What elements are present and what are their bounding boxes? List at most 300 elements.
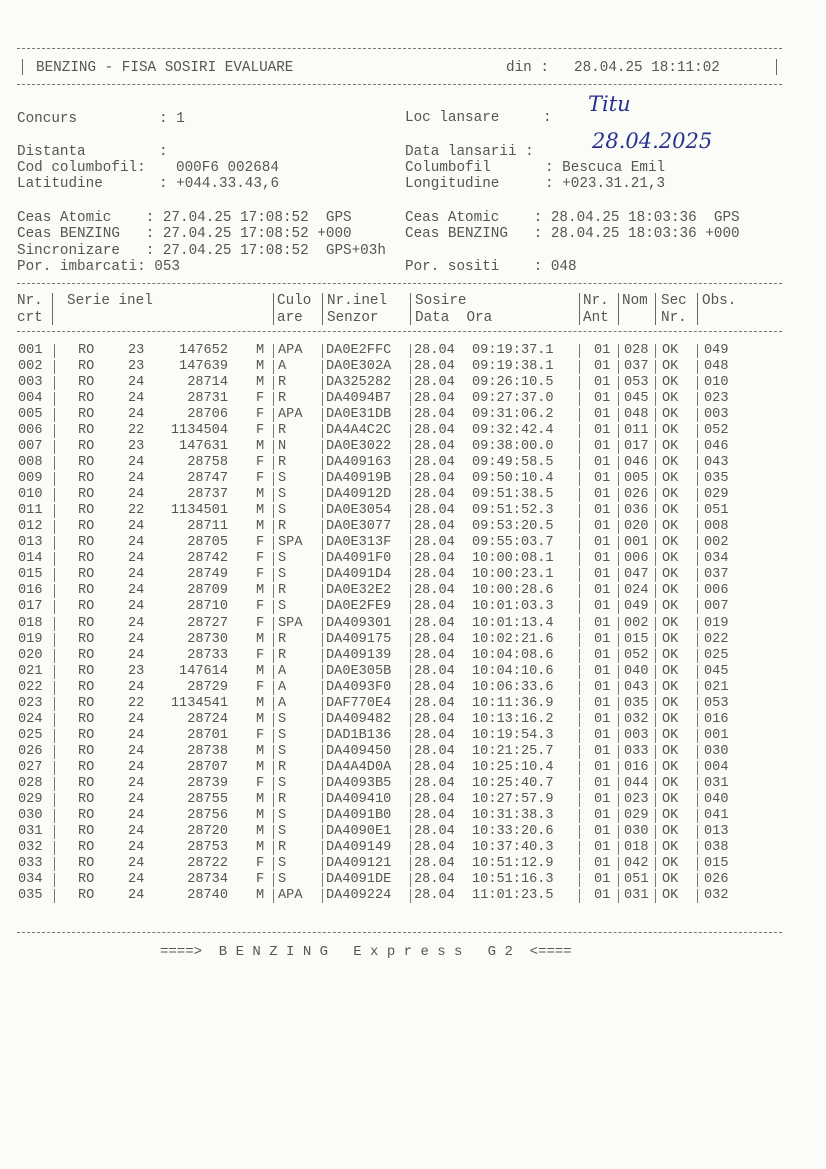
cell-nr: 027 bbox=[18, 759, 43, 775]
cell-data: 28.04 bbox=[414, 888, 455, 904]
cell-nom: 002 bbox=[624, 615, 649, 631]
cell-an: 24 bbox=[128, 807, 145, 823]
cell-ant: 01 bbox=[594, 759, 611, 775]
cell-culoare: S bbox=[278, 503, 287, 519]
cell-senzor: DA0E302A bbox=[326, 359, 392, 375]
cell-inel: 28740 bbox=[187, 888, 228, 904]
table-row bbox=[0, 728, 826, 743]
concurs-label: Concurs bbox=[17, 111, 78, 127]
cell-ora: 11:01:23.5 bbox=[472, 888, 554, 904]
cell-ora: 10:25:10.4 bbox=[472, 759, 554, 775]
cell-sec: OK bbox=[662, 423, 679, 439]
column-separator bbox=[54, 552, 55, 566]
cell-ora: 09:38:00.0 bbox=[472, 439, 554, 455]
cell-culoare: R bbox=[278, 375, 287, 391]
cell-nom: 017 bbox=[624, 439, 649, 455]
column-separator bbox=[655, 873, 656, 887]
column-separator bbox=[54, 649, 55, 663]
column-separator bbox=[579, 713, 580, 727]
cell-culoare: R bbox=[278, 519, 287, 535]
cell-data: 28.04 bbox=[414, 839, 455, 855]
col-nr-ant: Nr. bbox=[583, 293, 609, 309]
cell-data: 28.04 bbox=[414, 439, 455, 455]
cell-tara: RO bbox=[78, 791, 95, 807]
cell-inel: 147652 bbox=[179, 343, 228, 358]
column-separator bbox=[54, 617, 55, 631]
column-separator bbox=[410, 440, 411, 454]
col-nom: Nom bbox=[622, 293, 648, 309]
column-separator bbox=[579, 504, 580, 518]
cell-ora: 10:00:08.1 bbox=[472, 551, 554, 567]
cell-nom: 028 bbox=[624, 343, 649, 358]
cell-senzor: DA0E305B bbox=[326, 663, 392, 679]
column-separator bbox=[655, 841, 656, 855]
cell-ora: 10:51:12.9 bbox=[472, 855, 554, 871]
column-separator bbox=[579, 825, 580, 839]
column-separator bbox=[273, 825, 274, 839]
column-separator bbox=[410, 552, 411, 566]
column-separator bbox=[697, 408, 698, 422]
cell-obs: 034 bbox=[704, 551, 729, 567]
cell-nom: 047 bbox=[624, 567, 649, 583]
column-separator bbox=[54, 777, 55, 791]
cell-ant: 01 bbox=[594, 567, 611, 583]
table-row bbox=[0, 471, 826, 486]
column-separator bbox=[618, 777, 619, 791]
column-separator bbox=[54, 841, 55, 855]
column-separator bbox=[618, 649, 619, 663]
column-separator bbox=[618, 873, 619, 887]
column-separator bbox=[697, 440, 698, 454]
print-date-value: 28.04.25 18:11:02 bbox=[574, 60, 720, 76]
cell-tara: RO bbox=[78, 807, 95, 823]
cell-sec: OK bbox=[662, 839, 679, 855]
cell-ant: 01 bbox=[594, 599, 611, 615]
cell-data: 28.04 bbox=[414, 759, 455, 775]
cell-inel: 28727 bbox=[187, 615, 228, 631]
cell-culoare: R bbox=[278, 791, 287, 807]
column-separator bbox=[579, 793, 580, 807]
cell-ora: 10:33:20.6 bbox=[472, 823, 554, 839]
column-separator bbox=[54, 408, 55, 422]
cell-senzor: DA4091F0 bbox=[326, 551, 392, 567]
cell-sec: OK bbox=[662, 615, 679, 631]
cell-an: 24 bbox=[128, 839, 145, 855]
longitudine-value: : +023.31.21,3 bbox=[545, 176, 666, 192]
column-separator bbox=[54, 761, 55, 775]
cell-obs: 031 bbox=[704, 775, 729, 791]
cell-culoare: A bbox=[278, 695, 287, 711]
cell-culoare: APA bbox=[278, 343, 303, 358]
table-row bbox=[0, 503, 826, 518]
cell-an: 24 bbox=[128, 567, 145, 583]
cell-nr: 015 bbox=[18, 567, 43, 583]
ceas-atomic-end: Ceas Atomic : 28.04.25 18:03:36 GPS bbox=[405, 210, 740, 226]
cell-obs: 015 bbox=[704, 855, 729, 871]
col-obs: Obs. bbox=[702, 293, 737, 309]
column-separator bbox=[410, 889, 411, 903]
cell-ant: 01 bbox=[594, 888, 611, 904]
cell-culoare: S bbox=[278, 551, 287, 567]
cell-tara: RO bbox=[78, 775, 95, 791]
cell-tara: RO bbox=[78, 727, 95, 743]
cell-nr: 031 bbox=[18, 823, 43, 839]
column-separator bbox=[697, 809, 698, 823]
column-separator bbox=[618, 456, 619, 470]
cell-nr: 001 bbox=[18, 343, 43, 358]
column-separator bbox=[697, 600, 698, 614]
column-separator bbox=[410, 360, 411, 374]
column-separator bbox=[618, 424, 619, 438]
cell-tara: RO bbox=[78, 519, 95, 535]
cell-sec: OK bbox=[662, 855, 679, 871]
table-row bbox=[0, 616, 826, 631]
column-separator bbox=[579, 873, 580, 887]
column-separator bbox=[697, 761, 698, 775]
print-date-label: din : bbox=[506, 60, 549, 76]
column-separator bbox=[579, 344, 580, 358]
cell-sec: OK bbox=[662, 695, 679, 711]
table-row bbox=[0, 664, 826, 679]
column-separator bbox=[579, 440, 580, 454]
footer-brand: ====> B E N Z I N G E x p r e s s G 2 <==== bbox=[160, 944, 572, 960]
cell-nr: 020 bbox=[18, 647, 43, 663]
column-separator bbox=[655, 424, 656, 438]
cell-inel: 28733 bbox=[187, 647, 228, 663]
cell-sec: OK bbox=[662, 519, 679, 535]
cell-ant: 01 bbox=[594, 535, 611, 551]
column-separator bbox=[54, 745, 55, 759]
column-separator bbox=[273, 440, 274, 454]
cell-data: 28.04 bbox=[414, 631, 455, 647]
cell-sex: F bbox=[256, 407, 265, 423]
cell-inel: 28710 bbox=[187, 599, 228, 615]
cell-tara: RO bbox=[78, 503, 95, 519]
cell-nom: 016 bbox=[624, 759, 649, 775]
column-separator bbox=[655, 649, 656, 663]
cell-ant: 01 bbox=[594, 583, 611, 599]
cell-inel: 147614 bbox=[179, 663, 228, 679]
column-separator bbox=[655, 825, 656, 839]
column-separator bbox=[410, 681, 411, 695]
column-separator bbox=[54, 520, 55, 534]
column-separator bbox=[697, 681, 698, 695]
column-separator bbox=[322, 536, 323, 550]
distanta-value: : bbox=[159, 144, 168, 160]
cell-inel: 28720 bbox=[187, 823, 228, 839]
cell-sec: OK bbox=[662, 487, 679, 503]
column-separator bbox=[273, 793, 274, 807]
cell-nom: 020 bbox=[624, 519, 649, 535]
column-separator bbox=[655, 552, 656, 566]
column-separator bbox=[579, 600, 580, 614]
cell-tara: RO bbox=[78, 711, 95, 727]
cell-senzor: DA409301 bbox=[326, 615, 392, 631]
column-separator bbox=[618, 825, 619, 839]
cell-sex: M bbox=[256, 631, 265, 647]
cell-an: 24 bbox=[128, 647, 145, 663]
cell-an: 24 bbox=[128, 391, 145, 407]
column-separator bbox=[579, 697, 580, 711]
column-separator bbox=[322, 761, 323, 775]
cell-ora: 10:25:40.7 bbox=[472, 775, 554, 791]
cell-senzor: DA409163 bbox=[326, 455, 392, 471]
cell-culoare: S bbox=[278, 487, 287, 503]
sincronizare: Sincronizare : 27.04.25 17:08:52 GPS+03h bbox=[17, 243, 386, 259]
cell-ora: 10:04:10.6 bbox=[472, 663, 554, 679]
column-separator bbox=[273, 633, 274, 647]
cell-obs: 026 bbox=[704, 871, 729, 887]
cell-nom: 044 bbox=[624, 775, 649, 791]
column-separator bbox=[410, 376, 411, 390]
distanta-label: Distanta bbox=[17, 144, 86, 160]
header-top-rule bbox=[17, 48, 782, 49]
col-ant: Ant bbox=[583, 310, 609, 326]
column-separator bbox=[697, 456, 698, 470]
cell-senzor: DA4A4D0A bbox=[326, 759, 392, 775]
column-separator bbox=[579, 376, 580, 390]
column-separator bbox=[410, 488, 411, 502]
col-sep bbox=[655, 293, 656, 325]
cell-nom: 037 bbox=[624, 359, 649, 375]
column-separator bbox=[410, 536, 411, 550]
table-row bbox=[0, 567, 826, 582]
column-separator bbox=[322, 793, 323, 807]
cell-sex: F bbox=[256, 551, 265, 567]
cell-sec: OK bbox=[662, 647, 679, 663]
cell-sex: F bbox=[256, 647, 265, 663]
cell-sex: F bbox=[256, 599, 265, 615]
column-separator bbox=[322, 472, 323, 486]
cell-sex: F bbox=[256, 535, 265, 551]
column-separator bbox=[273, 697, 274, 711]
cell-an: 24 bbox=[128, 519, 145, 535]
cell-sec: OK bbox=[662, 551, 679, 567]
column-separator bbox=[697, 344, 698, 358]
column-separator bbox=[618, 713, 619, 727]
column-separator bbox=[410, 825, 411, 839]
cell-senzor: DA409139 bbox=[326, 647, 392, 663]
column-separator bbox=[697, 745, 698, 759]
cell-ora: 09:51:38.5 bbox=[472, 487, 554, 503]
column-separator bbox=[54, 584, 55, 598]
cell-culoare: R bbox=[278, 631, 287, 647]
cell-nom: 040 bbox=[624, 663, 649, 679]
table-row bbox=[0, 632, 826, 647]
column-separator bbox=[579, 472, 580, 486]
cell-obs: 043 bbox=[704, 455, 729, 471]
column-separator bbox=[273, 392, 274, 406]
cell-tara: RO bbox=[78, 343, 95, 358]
cell-ant: 01 bbox=[594, 423, 611, 439]
cell-nom: 033 bbox=[624, 743, 649, 759]
cell-data: 28.04 bbox=[414, 567, 455, 583]
cell-culoare: A bbox=[278, 679, 287, 695]
col-senzor: Senzor bbox=[327, 310, 379, 326]
column-separator bbox=[322, 825, 323, 839]
cell-ora: 09:27:37.0 bbox=[472, 391, 554, 407]
cell-ora: 10:13:16.2 bbox=[472, 711, 554, 727]
column-separator bbox=[322, 617, 323, 631]
column-separator bbox=[655, 665, 656, 679]
cell-ora: 10:19:54.3 bbox=[472, 727, 554, 743]
cell-tara: RO bbox=[78, 839, 95, 855]
cell-senzor: DA409410 bbox=[326, 791, 392, 807]
cell-culoare: S bbox=[278, 711, 287, 727]
column-separator bbox=[697, 793, 698, 807]
column-separator bbox=[322, 440, 323, 454]
table-row bbox=[0, 808, 826, 823]
table-row bbox=[0, 680, 826, 695]
cell-sex: M bbox=[256, 791, 265, 807]
cell-sex: F bbox=[256, 727, 265, 743]
cell-culoare: A bbox=[278, 663, 287, 679]
cell-nom: 048 bbox=[624, 407, 649, 423]
cell-obs: 025 bbox=[704, 647, 729, 663]
cell-ora: 09:50:10.4 bbox=[472, 471, 554, 487]
cell-an: 24 bbox=[128, 375, 145, 391]
column-separator bbox=[410, 793, 411, 807]
cell-nr: 011 bbox=[18, 503, 43, 519]
column-separator bbox=[697, 825, 698, 839]
column-separator bbox=[54, 456, 55, 470]
cell-ora: 10:04:08.6 bbox=[472, 647, 554, 663]
cell-an: 24 bbox=[128, 871, 145, 887]
cell-nr: 003 bbox=[18, 375, 43, 391]
cell-ant: 01 bbox=[594, 711, 611, 727]
column-separator bbox=[579, 761, 580, 775]
cell-inel: 28701 bbox=[187, 727, 228, 743]
concurs-value: : 1 bbox=[159, 111, 185, 127]
cell-nr: 030 bbox=[18, 807, 43, 823]
cell-sex: F bbox=[256, 871, 265, 887]
cell-sex: F bbox=[256, 567, 265, 583]
column-separator bbox=[618, 600, 619, 614]
cell-obs: 002 bbox=[704, 535, 729, 551]
cell-culoare: R bbox=[278, 647, 287, 663]
cell-ant: 01 bbox=[594, 487, 611, 503]
cell-sec: OK bbox=[662, 503, 679, 519]
column-separator bbox=[54, 809, 55, 823]
column-separator bbox=[322, 729, 323, 743]
cell-an: 24 bbox=[128, 775, 145, 791]
cell-tara: RO bbox=[78, 423, 95, 439]
column-separator bbox=[410, 617, 411, 631]
cell-tara: RO bbox=[78, 823, 95, 839]
column-separator bbox=[618, 665, 619, 679]
column-separator bbox=[655, 392, 656, 406]
cell-senzor: DA0E32E2 bbox=[326, 583, 392, 599]
cell-sex: M bbox=[256, 519, 265, 535]
cell-senzor: DA409482 bbox=[326, 711, 392, 727]
cell-nr: 022 bbox=[18, 679, 43, 695]
cell-culoare: SPA bbox=[278, 615, 303, 631]
column-separator bbox=[655, 889, 656, 903]
table-row bbox=[0, 712, 826, 727]
cell-data: 28.04 bbox=[414, 519, 455, 535]
header-bottom-rule bbox=[17, 84, 782, 85]
cell-data: 28.04 bbox=[414, 343, 455, 358]
column-separator bbox=[273, 729, 274, 743]
column-separator bbox=[54, 360, 55, 374]
cell-data: 28.04 bbox=[414, 775, 455, 791]
cell-ant: 01 bbox=[594, 839, 611, 855]
cell-culoare: S bbox=[278, 855, 287, 871]
cell-tara: RO bbox=[78, 679, 95, 695]
cell-ora: 10:27:57.9 bbox=[472, 791, 554, 807]
column-separator bbox=[410, 408, 411, 422]
table-row bbox=[0, 359, 826, 374]
column-separator bbox=[579, 809, 580, 823]
cell-an: 24 bbox=[128, 711, 145, 727]
column-separator bbox=[410, 841, 411, 855]
cell-data: 28.04 bbox=[414, 551, 455, 567]
table-row bbox=[0, 776, 826, 791]
column-separator bbox=[54, 681, 55, 695]
cell-ora: 09:51:52.3 bbox=[472, 503, 554, 519]
column-separator bbox=[655, 857, 656, 871]
cell-nr: 008 bbox=[18, 455, 43, 471]
column-separator bbox=[655, 584, 656, 598]
cell-sec: OK bbox=[662, 823, 679, 839]
cell-inel: 28738 bbox=[187, 743, 228, 759]
cell-data: 28.04 bbox=[414, 407, 455, 423]
cell-data: 28.04 bbox=[414, 487, 455, 503]
column-separator bbox=[54, 472, 55, 486]
column-separator bbox=[273, 649, 274, 663]
column-separator bbox=[655, 440, 656, 454]
data-lansarii-label: Data lansarii : bbox=[405, 144, 534, 160]
cell-nom: 001 bbox=[624, 535, 649, 551]
cell-an: 24 bbox=[128, 727, 145, 743]
cell-obs: 046 bbox=[704, 439, 729, 455]
column-separator bbox=[322, 504, 323, 518]
column-separator bbox=[273, 520, 274, 534]
cell-ant: 01 bbox=[594, 823, 611, 839]
cell-obs: 001 bbox=[704, 727, 729, 743]
table-row bbox=[0, 343, 826, 358]
cell-an: 24 bbox=[128, 823, 145, 839]
column-separator bbox=[54, 568, 55, 582]
column-separator bbox=[655, 633, 656, 647]
col-sosire: Sosire bbox=[415, 293, 467, 309]
cell-culoare: S bbox=[278, 807, 287, 823]
column-separator bbox=[697, 665, 698, 679]
cell-sec: OK bbox=[662, 791, 679, 807]
cell-sec: OK bbox=[662, 727, 679, 743]
cell-nom: 046 bbox=[624, 455, 649, 471]
cell-ant: 01 bbox=[594, 775, 611, 791]
col-sep bbox=[52, 293, 53, 325]
cell-culoare: APA bbox=[278, 888, 303, 904]
cell-an: 23 bbox=[128, 439, 145, 455]
col-sep bbox=[273, 293, 274, 325]
cell-tara: RO bbox=[78, 455, 95, 471]
cell-culoare: S bbox=[278, 823, 287, 839]
cell-senzor: DA4093F0 bbox=[326, 679, 392, 695]
cell-inel: 28711 bbox=[187, 519, 228, 535]
column-separator bbox=[410, 729, 411, 743]
column-separator bbox=[655, 536, 656, 550]
cell-ant: 01 bbox=[594, 391, 611, 407]
column-separator bbox=[618, 617, 619, 631]
cell-sec: OK bbox=[662, 567, 679, 583]
column-separator bbox=[655, 568, 656, 582]
cell-senzor: DA0E2FFC bbox=[326, 343, 392, 358]
column-separator bbox=[54, 729, 55, 743]
cell-tara: RO bbox=[78, 871, 95, 887]
column-separator bbox=[54, 697, 55, 711]
